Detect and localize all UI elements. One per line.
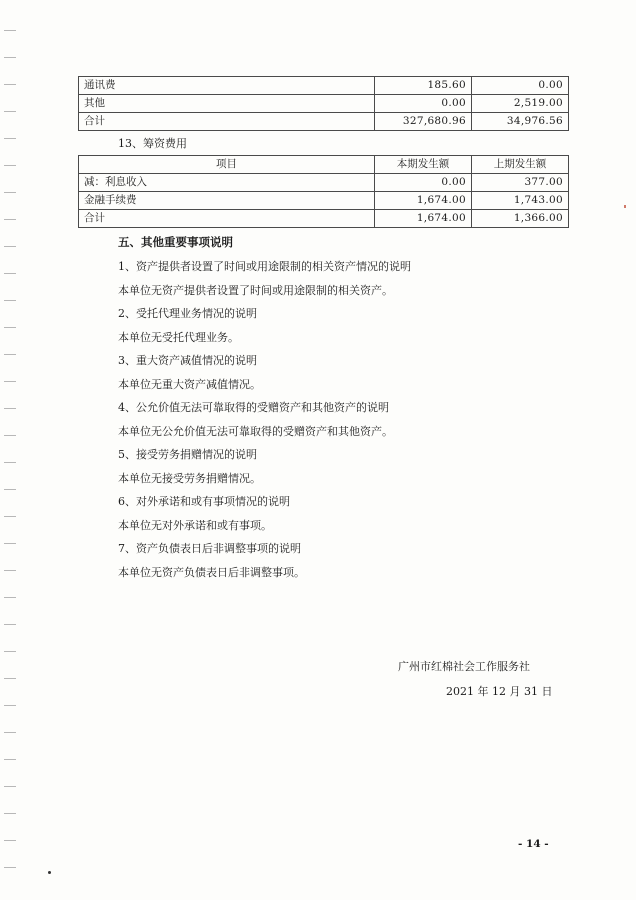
row-previous: 377.00 [472, 174, 569, 192]
row-item: 金融手续费 [79, 192, 375, 210]
item-2-text: 本单位无受托代理业务。 [118, 331, 239, 344]
item-1-text: 本单位无资产提供者设置了时间或用途限制的相关资产。 [118, 284, 393, 297]
total-current: 1,674.00 [375, 210, 472, 228]
table-row [79, 192, 569, 210]
binding-tick [4, 840, 16, 841]
item-5-text: 本单位无接受劳务捐赠情况。 [118, 472, 261, 485]
binding-tick [4, 759, 16, 760]
binding-tick [4, 327, 16, 328]
item-4-title: 4、公允价值无法可靠取得的受赠资产和其他资产的说明 [118, 401, 389, 414]
row-previous: 2,519.00 [472, 95, 569, 113]
table-row [79, 95, 569, 113]
binding-tick [4, 678, 16, 679]
item-2-title: 2、受托代理业务情况的说明 [118, 307, 257, 320]
header-item: 项目 [79, 156, 375, 174]
row-current: 0.00 [375, 174, 472, 192]
binding-tick [4, 489, 16, 490]
table-header-row [79, 156, 569, 174]
row-previous: 0.00 [472, 77, 569, 95]
row-current: 185.60 [375, 77, 472, 95]
page-number: - 14 - [518, 838, 549, 850]
row-item: 其他 [79, 95, 375, 113]
section-5-heading: 五、其他重要事项说明 [118, 235, 233, 249]
binding-tick [4, 624, 16, 625]
item-1-title: 1、资产提供者设置了时间或用途限制的相关资产情况的说明 [118, 260, 411, 273]
binding-tick [4, 300, 16, 301]
binding-tick [4, 84, 16, 85]
binding-tick [4, 732, 16, 733]
item-6-text: 本单位无对外承诺和或有事项。 [118, 519, 272, 532]
binding-tick [4, 435, 16, 436]
section-13-title: 13、筹资费用 [118, 137, 187, 150]
table-total-row [79, 113, 569, 131]
row-item: 通讯费 [79, 77, 375, 95]
binding-tick [4, 381, 16, 382]
item-3-text: 本单位无重大资产减值情况。 [118, 378, 261, 391]
binding-tick [4, 246, 16, 247]
binding-tick [4, 516, 16, 517]
item-7-text: 本单位无资产负债表日后非调整事项。 [118, 566, 305, 579]
binding-tick [4, 111, 16, 112]
binding-tick [4, 570, 16, 571]
binding-tick [4, 273, 16, 274]
row-item: 减：利息收入 [79, 174, 375, 192]
financing-expense-table [78, 155, 569, 228]
binding-tick [4, 786, 16, 787]
item-4-text: 本单位无公允价值无法可靠取得的受赠资产和其他资产。 [118, 425, 393, 438]
total-label: 合计 [79, 210, 375, 228]
binding-tick [4, 165, 16, 166]
total-current: 327,680.96 [375, 113, 472, 131]
header-current: 本期发生额 [375, 156, 472, 174]
binding-tick [4, 597, 16, 598]
binding-tick [4, 651, 16, 652]
binding-tick [4, 867, 16, 868]
header-previous: 上期发生额 [472, 156, 569, 174]
binding-tick [4, 354, 16, 355]
table-total-row [79, 210, 569, 228]
scan-speck [48, 871, 51, 874]
row-previous: 1,743.00 [472, 192, 569, 210]
binding-tick [4, 30, 16, 31]
item-3-title: 3、重大资产减值情况的说明 [118, 354, 257, 367]
scan-speck [624, 205, 626, 208]
item-6-title: 6、对外承诺和或有事项情况的说明 [118, 495, 290, 508]
expense-table-continued [78, 76, 569, 131]
item-5-title: 5、接受劳务捐赠情况的说明 [118, 448, 257, 461]
binding-tick [4, 408, 16, 409]
binding-tick-marks [0, 0, 20, 900]
binding-tick [4, 219, 16, 220]
organization-name: 广州市红棉社会工作服务社 [398, 660, 530, 673]
binding-tick [4, 192, 16, 193]
item-7-title: 7、资产负债表日后非调整事项的说明 [118, 542, 301, 555]
table-row [79, 174, 569, 192]
total-previous: 34,976.56 [472, 113, 569, 131]
total-previous: 1,366.00 [472, 210, 569, 228]
binding-tick [4, 705, 16, 706]
binding-tick [4, 138, 16, 139]
binding-tick [4, 543, 16, 544]
binding-tick [4, 813, 16, 814]
row-current: 0.00 [375, 95, 472, 113]
row-current: 1,674.00 [375, 192, 472, 210]
report-date: 2021 年 12 月 31 日 [446, 685, 553, 698]
table-row [79, 77, 569, 95]
binding-tick [4, 462, 16, 463]
total-label: 合计 [79, 113, 375, 131]
binding-tick [4, 57, 16, 58]
